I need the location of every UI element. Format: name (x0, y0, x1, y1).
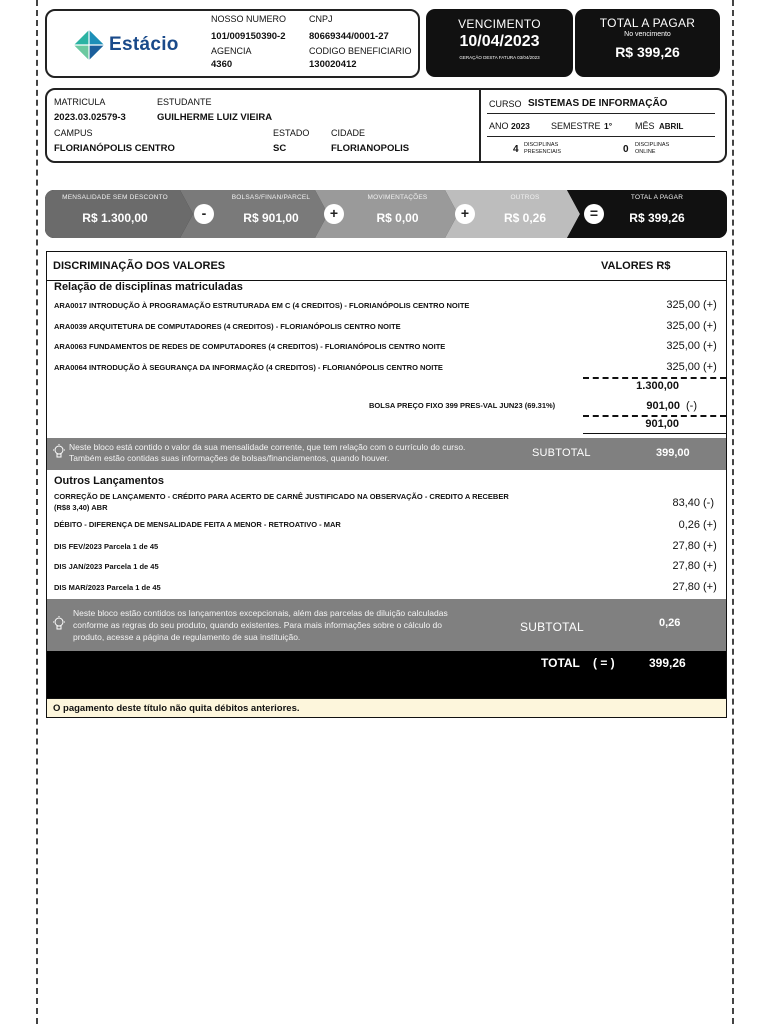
sum-bolsa: 901,00 (645, 418, 679, 430)
section-outros-title: Outros Lançamentos (54, 475, 165, 487)
row-sign: (+) (703, 581, 717, 593)
total-a-pagar-value: R$ 399,26 (615, 44, 680, 60)
estacio-logo (73, 29, 213, 61)
equals-operator: = (584, 204, 604, 224)
cut-line-left (36, 0, 38, 1024)
values-title: VALORES R$ (601, 260, 671, 272)
vencimento-box (426, 9, 573, 77)
lightbulb-icon (52, 616, 66, 632)
sum-divider-1 (583, 377, 726, 379)
online-label-1: DISCIPLINAS (635, 142, 670, 148)
presenciais-count: 4 (513, 144, 519, 155)
movimentacoes-value: R$ 0,00 (376, 211, 419, 225)
agencia-value: 4360 (211, 59, 233, 70)
outros-value: R$ 0,26 (503, 211, 547, 225)
semestre-value: 1° (604, 121, 613, 131)
row-description: DÉBITO - DIFERENÇA DE MENSALIDADE FEITA A MENOR - RETROATIVO - MAR (54, 520, 341, 529)
minus-operator: - (194, 204, 214, 224)
plus-operator-2: + (455, 204, 475, 224)
mensalidade-segment (45, 190, 185, 238)
mensalidade-label: MENSALIDADE SEM DESCONTO (62, 194, 168, 201)
presenciais-label-2: PRESENCIAIS (524, 149, 561, 155)
codigo-beneficiario-label: CODIGO BENEFICIARIO (309, 46, 412, 56)
row-value: 27,80 (672, 560, 700, 572)
total-label: TOTAL (541, 656, 580, 670)
geracao-fatura: GERAÇÃO DESTA FATURA 03/04/2023 (459, 55, 540, 60)
row-value: 27,80 (672, 581, 700, 593)
cut-line-right (732, 0, 734, 1024)
total-strip-value: R$ 399,26 (629, 211, 685, 225)
total-sign: ( = ) (593, 656, 615, 670)
row-sign: (+) (703, 361, 717, 373)
bolsa-sign: (-) (686, 400, 697, 412)
row-value: 27,80 (672, 540, 700, 552)
estado-label: ESTADO (273, 128, 310, 138)
total-band (47, 651, 726, 698)
outros-segment (465, 190, 585, 238)
row-sign: (+) (703, 340, 717, 352)
row-sign: (+) (703, 560, 717, 572)
total-a-pagar-box (575, 9, 720, 77)
row-description: ARA0064 INTRODUÇÃO À SEGURANÇA DA INFORMAÇÃO (4 CREDITOS) - FLORIANÓPOLIS CENTRO NOITE (54, 363, 443, 372)
subtotal-band-2 (47, 599, 726, 651)
payment-note-text: O pagamento deste título não quita débitos anteriores. (53, 703, 300, 714)
nosso-numero-label: NOSSO NUMERO (211, 14, 287, 24)
bolsa-description: BOLSA PREÇO FIXO 399 PRES-VAL JUN23 (69.31%) (369, 401, 556, 410)
subtotal-label-2: SUBTOTAL (520, 620, 584, 634)
total-segment (602, 190, 712, 238)
block2-text-line1: Neste bloco estão contidos os lançamentos excepcionais, além das parcelas de diluição calculadas (73, 608, 448, 618)
presenciais-label-1: DISCIPLINAS (524, 142, 559, 148)
online-count: 0 (623, 144, 629, 155)
bolsas-label: BOLSAS/FINAN/PARCEL (231, 194, 311, 201)
semestre-label: SEMESTRE (551, 121, 601, 131)
cnpj-label: CNPJ (309, 14, 333, 24)
ano-label: ANO (489, 121, 509, 131)
row-description: ARA0039 ARQUITETURA DE COMPUTADORES (4 CREDITOS) - FLORIANÓPOLIS CENTRO NOITE (54, 322, 401, 331)
row-value: 325,00 (666, 361, 700, 373)
discriminacao-table (46, 251, 727, 718)
block1-text-line2: Também estão contidas suas informações de bolsas/financiamentos, quando houver. (69, 453, 390, 463)
table-title: DISCRIMINAÇÃO DOS VALORES (53, 260, 226, 272)
ano-value: 2023 (511, 121, 530, 131)
total-a-pagar-label: TOTAL A PAGAR (599, 16, 696, 30)
codigo-beneficiario-value: 130020412 (309, 59, 357, 70)
subtotal-value-1: 399,00 (656, 447, 690, 459)
bolsas-segment (203, 190, 339, 238)
mes-value: ABRIL (659, 122, 684, 131)
row-description: DIS JAN/2023 Parcela 1 de 45 (54, 562, 159, 571)
estudante-value: GUILHERME LUIZ VIEIRA (157, 112, 273, 123)
bank-header (45, 9, 420, 78)
total-value: 399,26 (649, 656, 686, 670)
block2-text-line2: conforme as regras do seu produto, quando existentes. Para mais informações sobre o cálculo do (73, 620, 443, 630)
row-description: DIS FEV/2023 Parcela 1 de 45 (54, 542, 159, 551)
row-description: ARA0063 FUNDAMENTOS DE REDES DE COMPUTADORES (4 CREDITOS) - FLORIANÓPOLIS CENTRO NOITE (54, 342, 446, 351)
estudante-label: ESTUDANTE (157, 97, 212, 107)
block2-text-line3: produto, acesse a página de regulamento de sua instituição. (73, 632, 301, 642)
subtotal-value-2: 0,26 (659, 617, 681, 629)
bolsa-value: 901,00 (646, 400, 680, 412)
row-description: ARA0017 INTRODUÇÃO À PROGRAMAÇÃO ESTRUTURADA EM C (4 CREDITOS) - FLORIANÓPOLIS CENTRO NOITE (54, 301, 470, 310)
matricula-label: MATRICULA (54, 97, 106, 107)
row-value: 325,00 (666, 320, 700, 332)
row-value: 325,00 (666, 340, 700, 352)
plus-operator-1: + (324, 204, 344, 224)
mes-label: MÊS (635, 121, 655, 131)
campus-label: CAMPUS (54, 128, 93, 138)
row-sign: (+) (703, 299, 717, 311)
student-divider (479, 90, 481, 161)
row-description: DIS MAR/2023 Parcela 1 de 45 (54, 583, 161, 592)
total-strip-label: TOTAL A PAGAR (630, 194, 684, 201)
mensalidade-value: R$ 1.300,00 (82, 211, 148, 225)
cnpj-value: 80669344/0001-27 (309, 31, 389, 42)
movimentacoes-label: MOVIMENTAÇÕES (367, 194, 428, 201)
sum-underline (583, 433, 726, 434)
movimentacoes-segment (335, 190, 460, 238)
summary-strip (45, 190, 727, 238)
agencia-label: AGENCIA (211, 46, 252, 56)
no-vencimento-label: No vencimento (624, 31, 671, 38)
campus-value: FLORIANÓPOLIS CENTRO (54, 143, 175, 154)
online-label-2: ONLINE (635, 149, 656, 155)
row-sign: (+) (703, 320, 717, 332)
curso-rule (487, 113, 715, 114)
periodo-rule (487, 136, 715, 137)
row-value: 83,40 (672, 497, 700, 509)
nosso-numero-value: 101/009150390-2 (211, 31, 286, 42)
row-description: CORREÇÃO DE LANÇAMENTO - CRÉDITO PARA ACERTO DE CARNÊ JUSTIFICADO NA OBSERVAÇÃO - CREDITO A RECEBER (R$8 3,40) ABR (54, 492, 509, 512)
curso-label: CURSO (489, 99, 522, 109)
subtotal-band-1 (47, 438, 726, 470)
payment-note (47, 698, 726, 717)
outros-label: OUTROS (510, 194, 540, 201)
row-value: 0,26 (678, 519, 700, 531)
matricula-value: 2023.03.02579-3 (54, 112, 126, 123)
table-header (47, 252, 726, 281)
cidade-value: FLORIANOPOLIS (331, 143, 410, 154)
lightbulb-icon (52, 444, 66, 460)
vencimento-label: VENCIMENTO (458, 17, 541, 31)
bolsas-value: R$ 901,00 (243, 211, 299, 225)
vencimento-date: 10/04/2023 (459, 33, 540, 50)
curso-value: SISTEMAS DE INFORMAÇÃO (528, 98, 668, 109)
section-disciplinas-title: Relação de disciplinas matriculadas (54, 281, 243, 293)
block1-text-line1: Neste bloco está contido o valor da sua mensalidade corrente, que tem relação com o currículo do curso. (69, 442, 466, 452)
sum-disciplinas: 1.300,00 (636, 380, 679, 392)
row-value: 325,00 (666, 299, 700, 311)
student-info-box (45, 88, 727, 163)
row-sign: (+) (703, 519, 717, 531)
row-sign: (+) (703, 540, 717, 552)
sum-divider-2 (583, 415, 726, 417)
brand-name: Estácio (109, 34, 179, 55)
subtotal-label-1: SUBTOTAL (532, 447, 591, 459)
estado-value: SC (273, 143, 287, 154)
estacio-logo-icon (73, 29, 105, 61)
cidade-label: CIDADE (331, 128, 366, 138)
row-sign: (-) (703, 497, 714, 509)
